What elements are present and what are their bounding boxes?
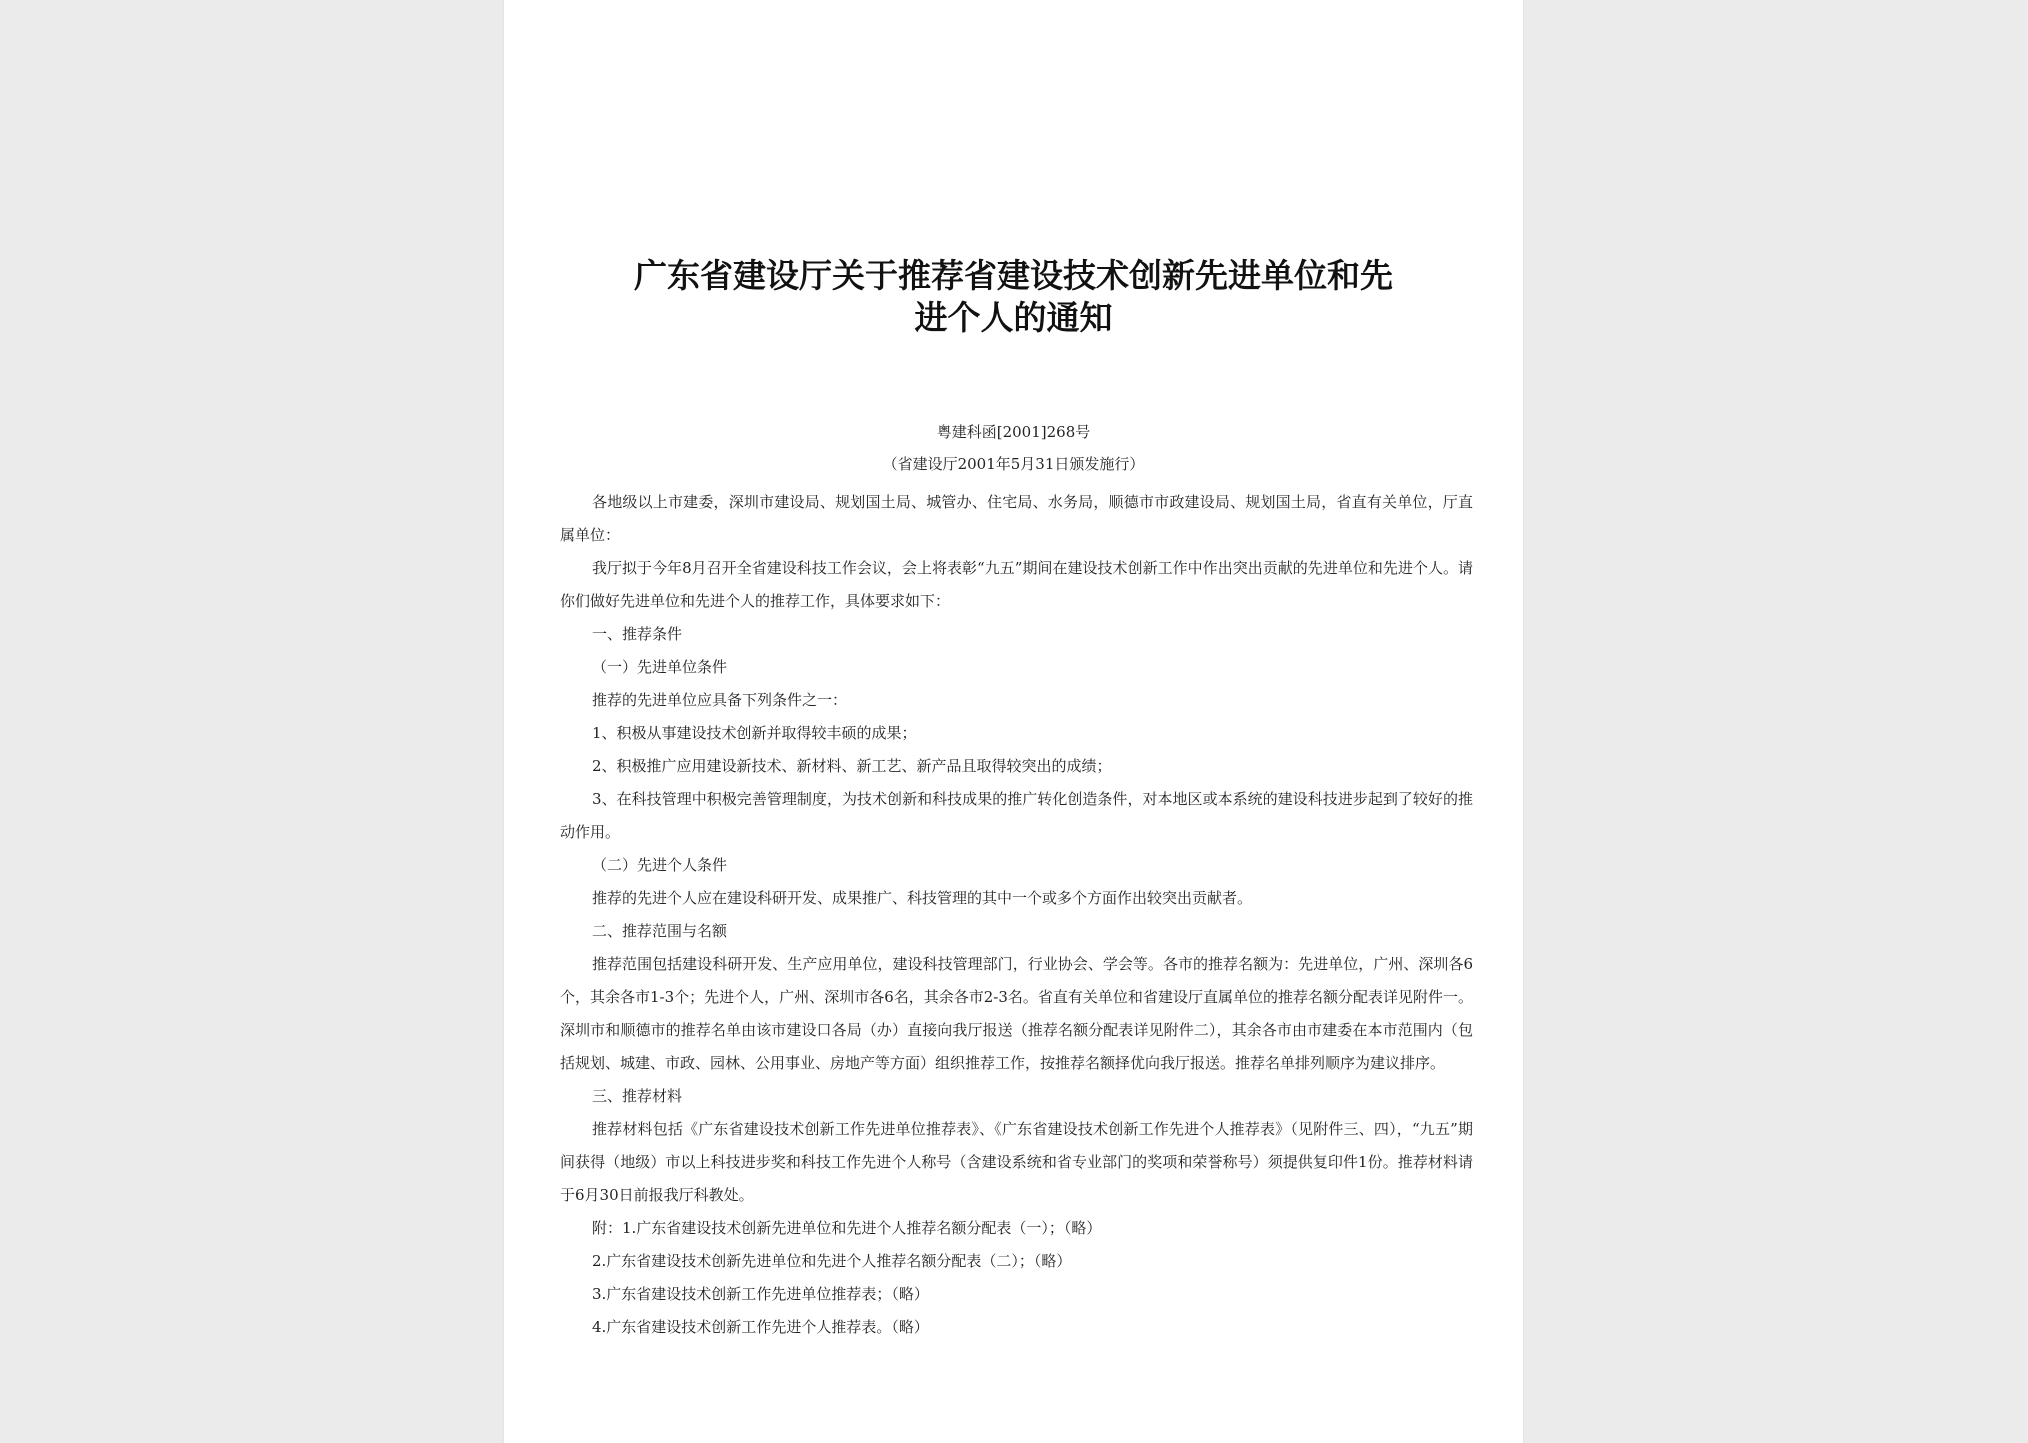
paragraph-addressees: 各地级以上市建委，深圳市建设局、规划国土局、城管办、住宅局、水务局，顺德市市政建设局、规划国土局，省直有关单位，厅直属单位：: [560, 493, 1473, 544]
document-title: [554, 255, 1473, 339]
paragraph: 推荐的先进个人应在建设科研开发、成果推广、科技管理的其中一个或多个方面作出较突出贡献者。: [592, 889, 1253, 907]
subsection-heading-2: （二）先进个人条件: [592, 856, 728, 874]
document-page: [504, 0, 1523, 1443]
subsection-heading-1: （一）先进单位条件: [592, 658, 728, 676]
attachment-item: 附：1.广东省建设技术创新先进单位和先进个人推荐名额分配表（一）；（略）: [592, 1219, 1102, 1237]
section-heading-3: 三、推荐材料: [592, 1087, 683, 1105]
section-heading-2: 二、推荐范围与名额: [592, 922, 728, 940]
list-item: 3、在科技管理中积极完善管理制度，为技术创新和科技成果的推广转化创造条件，对本地区或本系统的建设科技进步起到了较好的推动作用。: [560, 790, 1473, 841]
document-body: [560, 486, 1473, 1344]
list-item: 2、积极推广应用建设新技术、新材料、新工艺、新产品且取得较突出的成绩；: [592, 757, 1112, 775]
attachment-item: 2.广东省建设技术创新先进单位和先进个人推荐名额分配表（二）；（略）: [592, 1252, 1072, 1270]
paragraph-intro: 我厅拟于今年8月召开全省建设科技工作会议，会上将表彰“九五”期间在建设技术创新工作中作出突出贡献的先进单位和先进个人。请你们做好先进单位和先进个人的推荐工作，具体要求如下：: [560, 559, 1473, 610]
document-number: 粤建科函[2001]268号: [936, 423, 1091, 441]
paragraph: 推荐范围包括建设科研开发、生产应用单位，建设科技管理部门，行业协会、学会等。各市的推荐名额为：先进单位，广州、深圳各6个，其余各市1-3个；先进个人，广州、深圳市各6名，其余各市2-3名。省直有关单位和省建设厅直属单位的推荐名额分配表详见附件一。深圳市和顺德市的推荐名单由该市建设口各局（办）直接向我厅报送（推荐名额分配表详见附件二），其余各市由市建委在本市范围内（包括规划、城建、市政、园林、公用事业、房地产等方面）组织推荐工作，按推荐名额择优向我厅报送。推荐名单排列顺序为建议排序。: [560, 955, 1473, 1072]
issue-date: （省建设厅2001年5月31日颁发施行）: [882, 455, 1145, 473]
section-heading-1: 一、推荐条件: [592, 625, 683, 643]
paragraph: 推荐的先进单位应具备下列条件之一：: [592, 691, 848, 709]
attachment-item: 3.广东省建设技术创新工作先进单位推荐表；（略）: [592, 1285, 929, 1303]
paragraph: 推荐材料包括《广东省建设技术创新工作先进单位推荐表》、《广东省建设技术创新工作先进个人推荐表》（见附件三、四），“九五”期间获得（地级）市以上科技进步奖和科技工作先进个人称号（含建设系统和省专业部门的奖项和荣誉称号）须提供复印件1份。推荐材料请于6月30日前报我厅科教处。: [560, 1120, 1473, 1204]
title-line-1: 广东省建设厅关于推荐省建设技术创新先进单位和先: [634, 256, 1393, 295]
title-line-2: 进个人的通知: [914, 298, 1113, 337]
attachment-item: 4.广东省建设技术创新工作先进个人推荐表。（略）: [592, 1318, 929, 1336]
list-item: 1、积极从事建设技术创新并取得较丰硕的成果；: [592, 724, 917, 742]
